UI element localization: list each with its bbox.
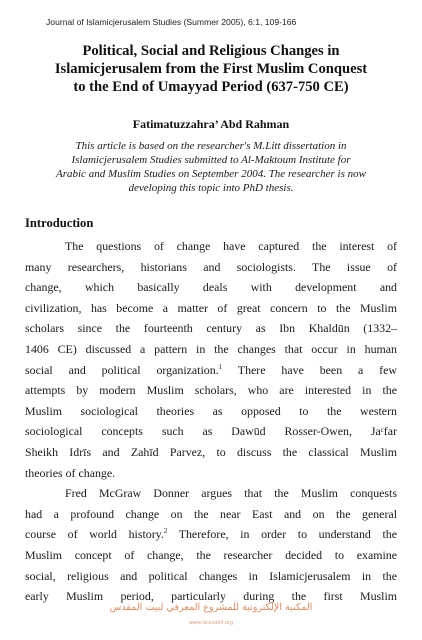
text-line [25,524,397,545]
text-segment: course of world history. [25,527,164,542]
note-line: Arabic and Muslim Studies on September 2004. The researcher is now [56,168,366,180]
journal-header: Journal of Islamicjerusalem Studies (Summer 2005), 6:1, 109-166 [46,17,297,27]
footnote-marker[interactable]: 2 [163,527,168,536]
library-watermark: المكتبة الإلكترونية للمشروع المعرفي لبيت المقدس [109,602,313,613]
text-line: Sheikh Idrīs and Zahīd Parvez, to discuss the classical Muslim [25,444,397,459]
article-note [30,139,392,195]
watermark-url: www.isravakfi.org [188,620,234,626]
section-heading: Introduction [25,216,94,230]
title-line: Political, Social and Religious Changes in [82,43,340,59]
text-line: civilization, has become a matter of great concern to the Muslim [25,300,397,315]
text-segment: There have been a few [222,362,397,377]
body-text [25,236,397,607]
text-segment: Therefore, in order to understand the [167,527,398,542]
author-name: Fatimatuzzahra’ Abd Rahman [132,117,290,131]
text-segment: social and political organization. [25,362,219,377]
title-line: to the End of Umayyad Period (637-750 CE) [73,79,349,95]
note-line: developing this topic into PhD thesis. [128,182,294,194]
text-line: The questions of change have captured the interest of [65,239,397,253]
text-line: Fred McGraw Donner argues that the Muslim conquests [65,486,397,501]
text-line: scholars since the fourteenth century as Ibn Khaldūn (1332– [25,321,397,336]
text-line: Muslim sociological theories as opposed to the western [25,403,397,418]
text-line [25,360,397,381]
text-line: theories of change. [25,465,116,480]
text-line: Muslim concept of change, the researcher decided to examine [25,547,397,562]
text-line: attempts by modern Muslim scholars, who are interested in the [25,383,397,398]
article-title [20,42,402,96]
text-line: early Muslim period, particularly during the first Muslim [25,589,397,604]
text-line: change, which basically deals with development and [25,280,397,295]
text-line: had a profound change on the near East and on the general [25,506,397,521]
title-line: Islamicjerusalem from the First Muslim Conquest [54,61,368,77]
text-line: sociological concepts such as Dawūd Rosser-Owen, Jaᶜfar [25,424,397,439]
note-line: This article is based on the researcher's M.Litt dissertation in [75,140,347,152]
text-line: 1406 CE) discussed a pattern in the changes that occur in human [25,341,397,356]
footnote-marker[interactable]: 1 [218,362,223,371]
text-line: many researchers, historians and sociologists. The issue of [25,259,397,274]
text-line: social, religious and political changes in Islamicjerusalem in the [25,568,397,583]
note-line: Islamicjerusalem Studies submitted to Al-Maktoum Institute for [71,154,351,166]
